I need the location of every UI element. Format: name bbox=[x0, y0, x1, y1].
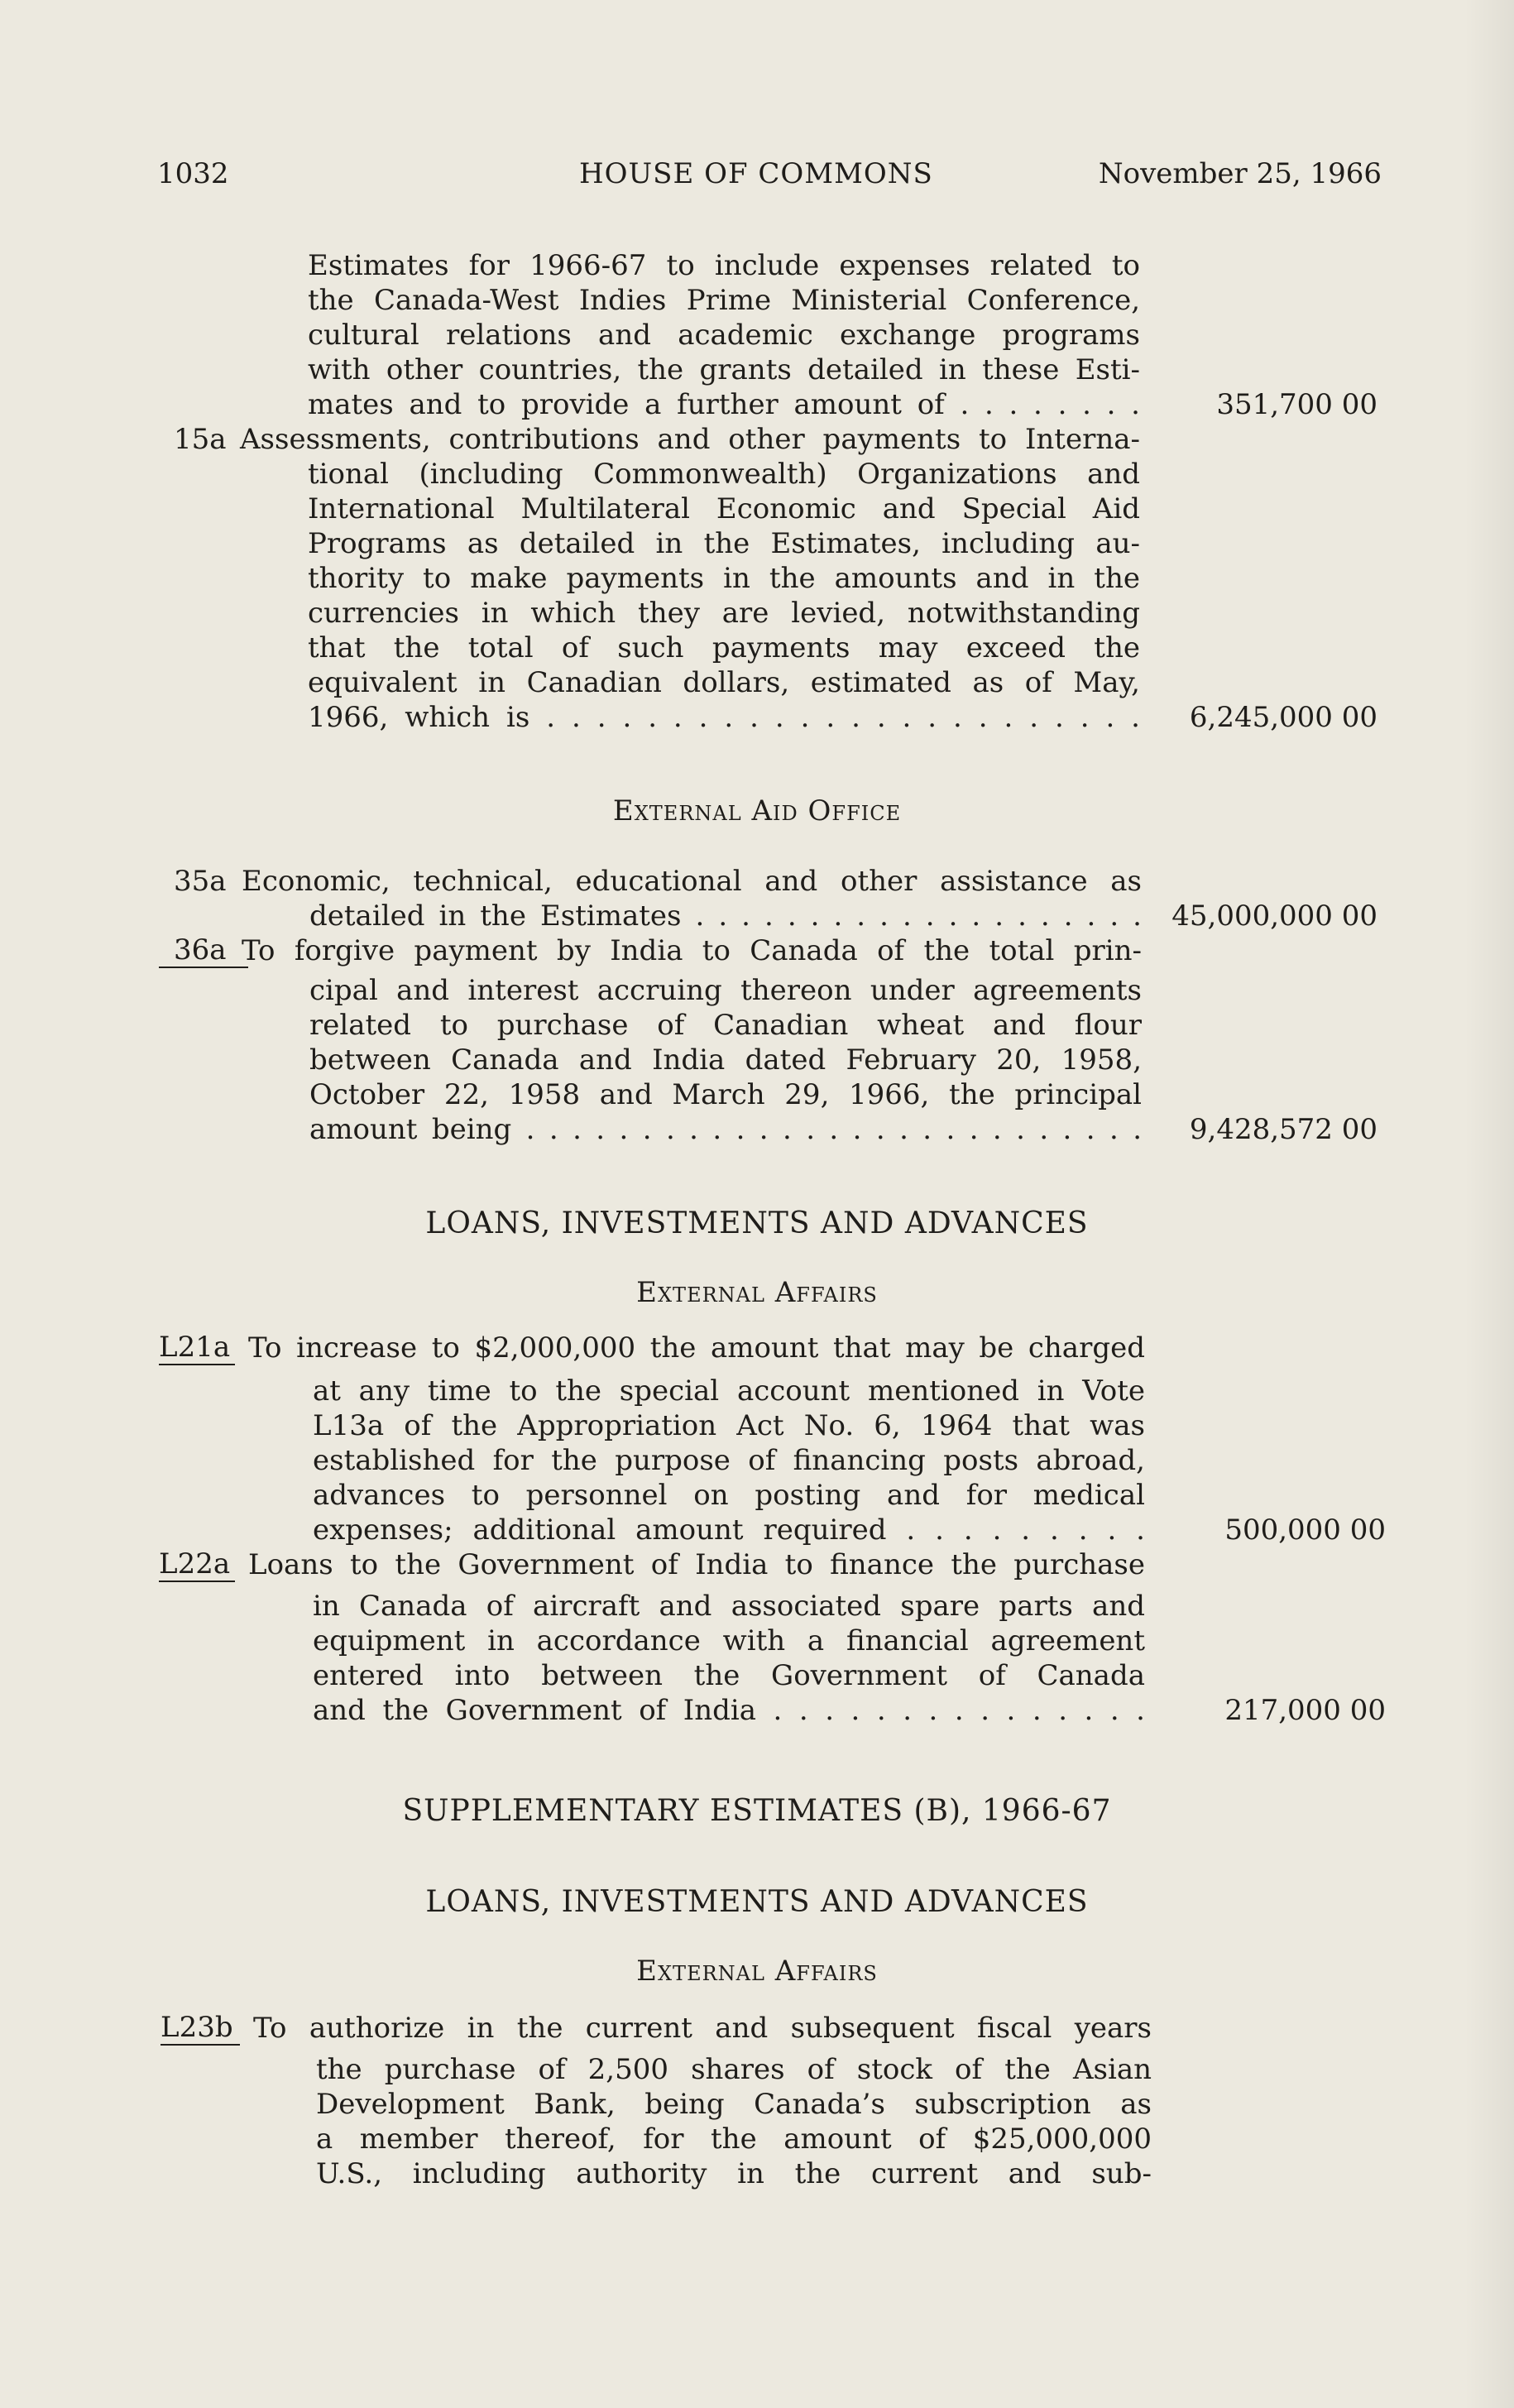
item-text-line: entered into between the Government of Canada bbox=[313, 1659, 1145, 1692]
item-amount: 9,428,572 00 bbox=[1189, 1113, 1377, 1146]
item-text-line: currencies in which they are levied, notwithstanding bbox=[308, 597, 1140, 630]
item-text-line: Development Bank, being Canada’s subscription as bbox=[316, 2088, 1152, 2121]
item-text-line: To forgive payment by India to Canada of the total prin- bbox=[242, 934, 1142, 967]
item-text-line: amount being . . . . . . . . . . . . . . . . . . . . . . . . . . . bbox=[309, 1113, 1142, 1146]
vote-number: L23b bbox=[161, 2011, 240, 2046]
vote-number: L22a bbox=[159, 1547, 235, 1582]
item-text-line: related to purchase of Canadian wheat and flour bbox=[309, 1009, 1142, 1042]
vote-number: 15a bbox=[174, 423, 227, 456]
section-heading: LOANS, INVESTMENTS AND ADVANCES bbox=[425, 1206, 1089, 1240]
item-text-line: October 22, 1958 and March 29, 1966, the principal bbox=[309, 1078, 1142, 1111]
section-heading: LOANS, INVESTMENTS AND ADVANCES bbox=[425, 1885, 1089, 1919]
section-heading: External Aid Office bbox=[612, 794, 902, 827]
item-amount: 45,000,000 00 bbox=[1171, 899, 1377, 933]
item-text-line: at any time to the special account mentioned in Vote bbox=[313, 1374, 1145, 1408]
item-text-line: in Canada of aircraft and associated spare parts and bbox=[313, 1590, 1145, 1623]
item-text-line: that the total of such payments may exceed the bbox=[308, 631, 1140, 664]
item-text-line: L13a of the Appropriation Act No. 6, 1964 that was bbox=[313, 1409, 1145, 1442]
section-heading: SUPPLEMENTARY ESTIMATES (B), 1966-67 bbox=[402, 1794, 1112, 1828]
page-fold-shadow bbox=[1464, 0, 1514, 2408]
item-text-line: mates and to provide a further amount of . . . . . . . . bbox=[308, 388, 1140, 421]
item-text-line: advances to personnel on posting and for medical bbox=[313, 1479, 1145, 1512]
section-subheading: External Affairs bbox=[636, 1276, 878, 1309]
item-amount: 500,000 00 bbox=[1224, 1513, 1386, 1547]
item-text-line: between Canada and India dated February 20, 1958, bbox=[309, 1043, 1142, 1077]
item-text-line: International Multilateral Economic and Special Aid bbox=[308, 492, 1140, 525]
item-text-line: Assessments, contributions and other payments to Interna- bbox=[240, 423, 1140, 456]
item-amount: 6,245,000 00 bbox=[1189, 701, 1377, 734]
item-text-line: the Canada-West Indies Prime Ministerial Conference, bbox=[308, 284, 1140, 317]
item-text-line: cipal and interest accruing thereon under agreements bbox=[309, 974, 1142, 1007]
item-text-line: Economic, technical, educational and other assistance as bbox=[242, 865, 1142, 898]
item-text-line: with other countries, the grants detailed in these Esti- bbox=[308, 353, 1140, 386]
item-text-line: Loans to the Government of India to finance the purchase bbox=[248, 1548, 1145, 1581]
section-subheading: External Affairs bbox=[636, 1955, 878, 1988]
item-text-line: equipment in accordance with a financial agreement bbox=[313, 1624, 1145, 1657]
item-text-line: a member thereof, for the amount of $25,000,000 bbox=[316, 2123, 1152, 2156]
item-text-line: established for the purpose of financing posts abroad, bbox=[313, 1444, 1145, 1477]
item-text-line: and the Government of India . . . . . . . . . . . . . . . bbox=[313, 1694, 1145, 1727]
page-number: 1032 bbox=[157, 157, 229, 190]
page-date: November 25, 1966 bbox=[1098, 157, 1382, 190]
item-text-line: thority to make payments in the amounts and in the bbox=[308, 562, 1140, 595]
item-text-line: To increase to $2,000,000 the amount that may be charged bbox=[248, 1331, 1145, 1365]
item-text-line: U.S., including authority in the current and sub- bbox=[316, 2157, 1152, 2190]
item-text-line: equivalent in Canadian dollars, estimated as of May, bbox=[308, 666, 1140, 699]
vote-number: 36a bbox=[159, 933, 248, 968]
item-amount: 217,000 00 bbox=[1224, 1694, 1386, 1727]
item-amount: 351,700 00 bbox=[1216, 388, 1377, 421]
item-text-line: Estimates for 1966-67 to include expenses related to bbox=[308, 249, 1140, 282]
item-text-line: detailed in the Estimates . . . . . . . . . . . . . . . . . . . . bbox=[309, 899, 1142, 933]
page-title: HOUSE OF COMMONS bbox=[579, 157, 933, 190]
item-text-line: expenses; additional amount required . . . . . . . . . bbox=[313, 1513, 1145, 1547]
vote-number: L21a bbox=[159, 1331, 235, 1365]
item-text-line: Programs as detailed in the Estimates, including au- bbox=[308, 527, 1140, 560]
vote-number: 35a bbox=[174, 865, 227, 898]
item-text-line: 1966, which is . . . . . . . . . . . . . . . . . . . . . . . . bbox=[308, 701, 1140, 734]
item-text-line: To authorize in the current and subsequent fiscal years bbox=[253, 2012, 1152, 2045]
page-header bbox=[157, 157, 1382, 199]
item-text-line: the purchase of 2,500 shares of stock of the Asian bbox=[316, 2053, 1152, 2086]
item-text-line: cultural relations and academic exchange programs bbox=[308, 319, 1140, 352]
item-text-line: tional (including Commonwealth) Organizations and bbox=[308, 458, 1140, 491]
